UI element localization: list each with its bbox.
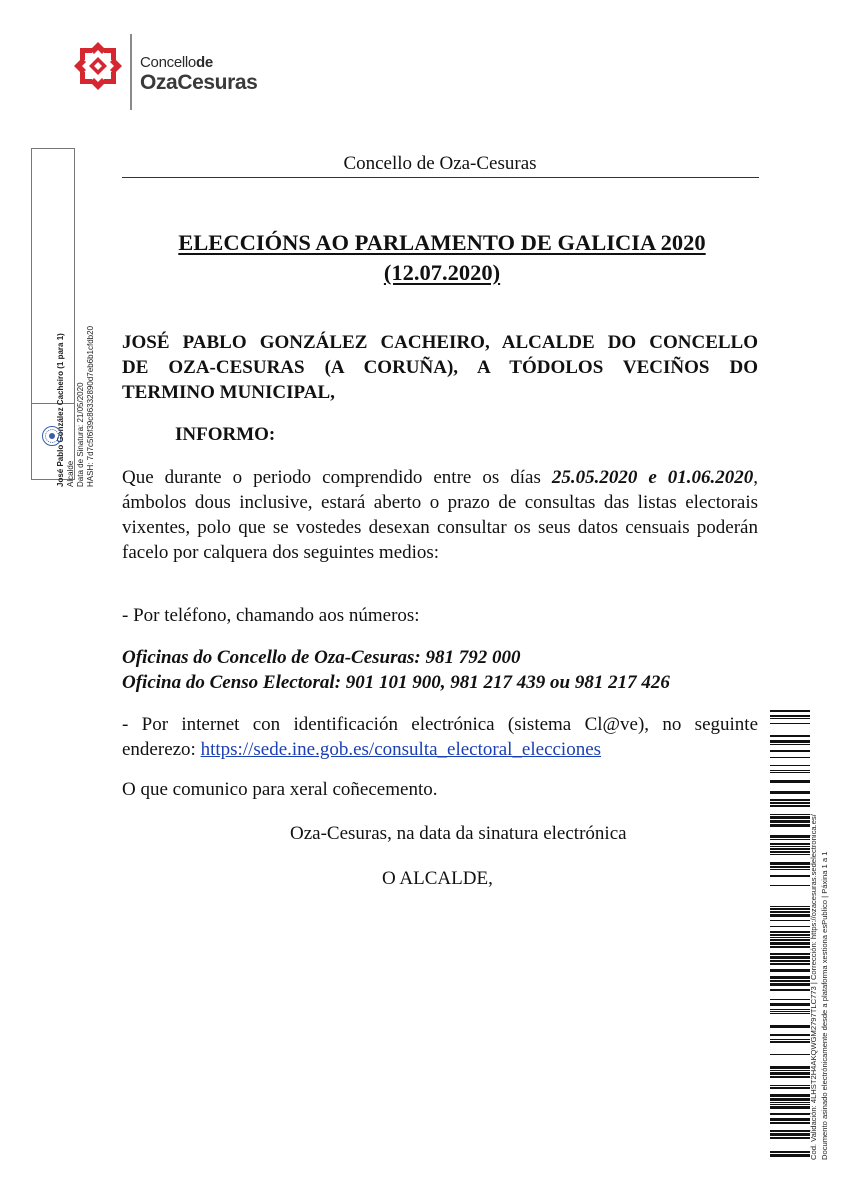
ine-consultation-link[interactable]: https://sede.ine.gob.es/consulta_electoral_elecciones	[200, 739, 602, 760]
barcode-bar	[770, 750, 810, 752]
barcode-bar	[770, 835, 810, 838]
barcode-bar	[770, 1034, 810, 1036]
internet-option	[122, 712, 758, 762]
barcode-bar	[770, 963, 810, 965]
barcode-bar	[770, 791, 810, 794]
title-line-2: (12.07.2020)	[383, 260, 501, 285]
barcode-bar	[770, 765, 810, 766]
seal-icon	[41, 425, 63, 447]
barcode-bar	[770, 1009, 810, 1010]
barcode-bar	[770, 1118, 810, 1121]
barcode-bar	[770, 1098, 810, 1101]
paragraph-line-4: facelo por calquera dos seguintes medios:	[122, 542, 440, 563]
barcode-bar	[770, 839, 810, 840]
barcode-bar	[770, 911, 810, 913]
addressee-line-3: TERMINO MUNICIPAL,	[122, 382, 335, 403]
barcode-bar	[770, 843, 810, 845]
barcode-bar	[770, 744, 810, 745]
paragraph-line-3: vixentes, polo que se vostedes desexan consultar os seus datos censuais poderán	[122, 517, 758, 538]
paragraph-line-2: ámbolos dous inclusive, estará aberto o prazo de consultas das listas electorais	[122, 492, 758, 513]
barcode-bar	[770, 926, 810, 927]
barcode-bar	[770, 846, 810, 847]
barcode-bar	[770, 875, 810, 877]
addressee-line-1: JOSÉ PABLO GONZÁLEZ CACHEIRO, ALCALDE DO CONCELLO	[122, 332, 758, 353]
barcode-bar	[770, 1054, 810, 1055]
barcode-bar	[770, 802, 810, 804]
barcode-bar	[770, 942, 810, 945]
informo-heading: INFORMO:	[175, 424, 276, 445]
signatory: O ALCALDE,	[382, 868, 493, 889]
barcode-bar	[770, 999, 810, 1000]
barcode-bar	[770, 770, 810, 771]
barcode-bar	[770, 1011, 810, 1012]
barcode-bar	[770, 848, 810, 850]
signature-line-3: Data de Sinatura: 21/05/2020	[76, 382, 85, 487]
validation-text	[808, 690, 832, 1160]
barcode-bar	[770, 799, 810, 801]
barcode-bar	[770, 866, 810, 868]
barcode-bar	[770, 805, 810, 807]
barcode-bar	[770, 983, 810, 986]
barcode-bar	[770, 1133, 810, 1136]
header-rule	[122, 177, 759, 178]
barcode-bar	[770, 757, 810, 758]
validation-line-1: Cod. Validación: 4LHST2H4AKQWGM2797TLC773 | Corrección: https://ozacesuras.sedelectronica.es/	[809, 814, 818, 1160]
barcode-bar	[770, 816, 810, 819]
barcode-bar	[770, 723, 810, 724]
barcode-bar	[770, 1102, 810, 1103]
barcode-bar	[770, 1154, 810, 1157]
barcode-bar	[770, 1137, 810, 1139]
barcode-bar	[770, 1094, 810, 1097]
title-line-1: ELECCIÓNS AO PARLAMENTO DE GALICIA 2020	[178, 230, 706, 255]
phone-line-2: Oficina do Censo Electoral: 901 101 900, 981 217 439 ou 981 217 426	[122, 672, 670, 693]
validation-line-2: Documento asinado electrónicamente desde a plataforma xestiona esPublico | Páxina 1 a 1	[820, 851, 829, 1160]
barcode-bar	[770, 1122, 810, 1124]
consultation-dates: 25.05.2020 e 01.06.2020	[551, 467, 754, 488]
barcode-bar	[770, 851, 810, 853]
barcode-bar	[770, 920, 810, 921]
barcode-bar	[770, 814, 810, 815]
barcode-bar	[770, 953, 810, 955]
barcode-bar	[770, 735, 810, 737]
paragraph-consultation	[122, 465, 758, 565]
barcode-bar	[770, 937, 810, 938]
barcode-bar	[770, 780, 810, 783]
municipal-emblem-icon	[72, 40, 124, 92]
barcode-bar	[770, 1076, 810, 1078]
logo-line-2: OzaCesuras	[140, 71, 258, 94]
barcode-bar	[770, 1013, 810, 1014]
barcode-bar	[770, 914, 810, 917]
barcode-bar	[770, 906, 810, 907]
barcode-bar	[770, 960, 810, 962]
barcode-bar	[770, 1085, 810, 1086]
barcode-bar	[770, 1003, 810, 1006]
barcode-bar	[770, 908, 810, 910]
barcode-bar	[770, 862, 810, 865]
phone-intro: - Por teléfono, chamando aos números:	[122, 605, 420, 626]
signature-line-2: Alcalde	[66, 460, 75, 487]
barcode-bar	[770, 956, 810, 959]
barcode-bar	[770, 824, 810, 827]
barcode-bar	[770, 740, 810, 743]
barcode-bar	[770, 1130, 810, 1132]
barcode-bar	[770, 772, 810, 773]
barcode-bar	[770, 710, 810, 712]
signature-line-4: HASH: 7d7c5f6f39c86332890d7eb6b1cfdb20	[86, 325, 95, 487]
barcode-bar	[770, 1066, 810, 1069]
internet-line-2: enderezo: https://sede.ine.gob.es/consulta_electoral_elecciones	[122, 739, 602, 760]
barcode-bar	[770, 869, 810, 870]
closing-sentence: O que comunico para xeral coñecemento.	[122, 779, 438, 800]
signature-text	[56, 277, 94, 487]
barcode-bar	[770, 885, 810, 886]
barcode-bar	[770, 1039, 810, 1040]
barcode-bar	[770, 969, 810, 972]
internet-line-1: - Por internet con identificación electrónica (sistema Cl@ve), no seguinte	[122, 714, 758, 735]
validation-barcode	[770, 710, 810, 1157]
addressee-line-2: DE OZA-CESURAS (A CORUÑA), A TÓDOLOS VECIÑOS DO	[122, 357, 758, 378]
header-title: Concello de Oza-Cesuras	[343, 153, 537, 174]
barcode-bar	[770, 1025, 810, 1028]
barcode-bar	[770, 1072, 810, 1075]
barcode-bar	[770, 934, 810, 936]
logo-divider	[130, 34, 132, 110]
barcode-bar	[770, 989, 810, 991]
phone-numbers	[122, 645, 758, 695]
barcode-bar	[770, 980, 810, 982]
barcode-bar	[770, 1104, 810, 1105]
barcode-bar	[770, 976, 810, 979]
phone-line-1: Oficinas do Concello de Oza-Cesuras: 981 792 000	[122, 647, 521, 668]
barcode-bar	[770, 931, 810, 933]
barcode-bar	[770, 939, 810, 941]
barcode-bar	[770, 1151, 810, 1153]
barcode-bar	[770, 1087, 810, 1089]
barcode-bar	[770, 854, 810, 855]
municipal-logo	[72, 34, 262, 114]
barcode-bar	[770, 820, 810, 823]
barcode-bar	[770, 718, 810, 719]
barcode-bar	[770, 1041, 810, 1043]
barcode-bar	[770, 715, 810, 717]
signature-line-1: José Pablo González Cacheiro (1 para 1)	[56, 333, 65, 487]
barcode-bar	[770, 946, 810, 948]
signature-box	[31, 148, 95, 487]
logo-line-1: Concellode	[140, 54, 213, 71]
addressee	[122, 330, 758, 405]
barcode-bar	[770, 1070, 810, 1071]
document-title	[122, 228, 762, 288]
paragraph-line-1: Que durante o periodo comprendido entre os días 25.05.2020 e 01.06.2020,	[122, 467, 758, 488]
barcode-bar	[770, 1113, 810, 1115]
barcode-bar	[770, 1106, 810, 1109]
